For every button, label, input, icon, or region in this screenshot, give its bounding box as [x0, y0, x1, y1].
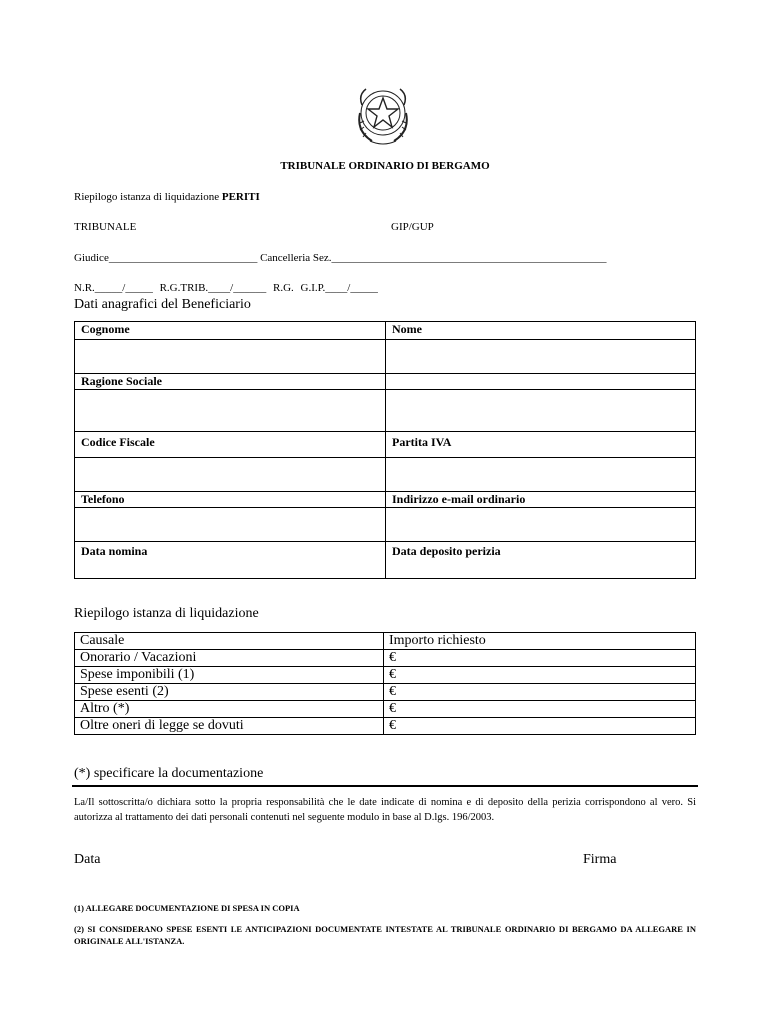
data-deposito-cell[interactable]: [386, 542, 696, 579]
ragione-sociale-field[interactable]: [75, 390, 386, 432]
telefono-label: Telefono: [75, 492, 386, 508]
cognome-field[interactable]: [75, 340, 386, 374]
declaration-text: La/Il sottoscritta/o dichiara sotto la propria responsabilità che le date indicate di nomina e di deposito della perizia corrispondono al vero. Si autorizza al trattamento dei dati personali contenuti nel seguente modulo in base al D.lgs. 196/2003.: [74, 797, 696, 823]
email-field[interactable]: [386, 508, 696, 542]
codice-fiscale-label: Codice Fiscale: [75, 432, 386, 458]
liquidazione-heading: Riepilogo istanza di liquidazione: [74, 606, 259, 621]
importo-onorario[interactable]: €: [384, 650, 696, 667]
gip-label: GIP/GUP: [391, 221, 434, 233]
partita-iva-label: Partita IVA: [386, 432, 696, 458]
data-nomina-cell[interactable]: [75, 542, 386, 579]
nr-line: N.R._____/_____ R.G.TRIB.____/______ R.G. G.I.P.____/_____: [74, 282, 378, 294]
subtitle-prefix: Riepilogo istanza di liquidazione: [74, 191, 220, 203]
anagrafica-table: [74, 321, 696, 579]
subtitle-bold: PERITI: [221, 191, 260, 203]
importo-spese-esenti[interactable]: €: [384, 684, 696, 701]
data-nomina-label: Data nomina: [81, 544, 148, 558]
causale-spese-esenti: Spese esenti (2): [75, 684, 384, 701]
telefono-field[interactable]: [75, 508, 386, 542]
data-deposito-label: Data deposito perizia: [392, 544, 501, 558]
form-subtitle: [74, 191, 260, 203]
cognome-label: Cognome: [75, 322, 386, 340]
section-divider: [72, 785, 698, 787]
partita-iva-field[interactable]: [386, 458, 696, 492]
giudice-line: Giudice___________________________ Cancelleria Sez.__________________________________________________: [74, 252, 607, 264]
signature-data-label: Data: [74, 852, 101, 867]
nome-field[interactable]: [386, 340, 696, 374]
importo-oneri[interactable]: €: [384, 718, 696, 735]
anagrafica-heading: Dati anagrafici del Beneficiario: [74, 297, 251, 312]
ragione-sociale-right-field[interactable]: [386, 390, 696, 432]
ragione-sociale-label: Ragione Sociale: [75, 374, 386, 390]
codice-fiscale-field[interactable]: [75, 458, 386, 492]
causale-header: Causale: [75, 633, 384, 650]
importo-header: Importo richiesto: [384, 633, 696, 650]
tribunale-label: TRIBUNALE: [74, 221, 137, 233]
causale-altro: Altro (*): [75, 701, 384, 718]
importo-altro[interactable]: €: [384, 701, 696, 718]
page-title: TRIBUNALE ORDINARIO DI BERGAMO: [280, 160, 490, 172]
signature-firma-label: Firma: [583, 852, 617, 867]
italian-republic-emblem-icon: [352, 83, 414, 149]
note-2: (2) SI CONSIDERANO SPESE ESENTI LE ANTICIPAZIONI DOCUMENTATE INTESTATE AL TRIBUNALE ORDINARIO DI BERGAMO DA ALLEGARE IN ORIGINALE ALL'ISTANZA.: [74, 924, 696, 946]
importo-spese-imponibili[interactable]: €: [384, 667, 696, 684]
ragione-sociale-right-label: [386, 374, 696, 390]
causale-spese-imponibili: Spese imponibili (1): [75, 667, 384, 684]
email-label: Indirizzo e-mail ordinario: [386, 492, 696, 508]
liquidazione-table: [74, 632, 696, 735]
nome-label: Nome: [386, 322, 696, 340]
causale-oneri: Oltre oneri di legge se dovuti: [75, 718, 384, 735]
note-1: (1) ALLEGARE DOCUMENTAZIONE DI SPESA IN COPIA: [74, 903, 300, 913]
causale-onorario: Onorario / Vacazioni: [75, 650, 384, 667]
footnote-star: (*) specificare la documentazione: [74, 766, 264, 781]
